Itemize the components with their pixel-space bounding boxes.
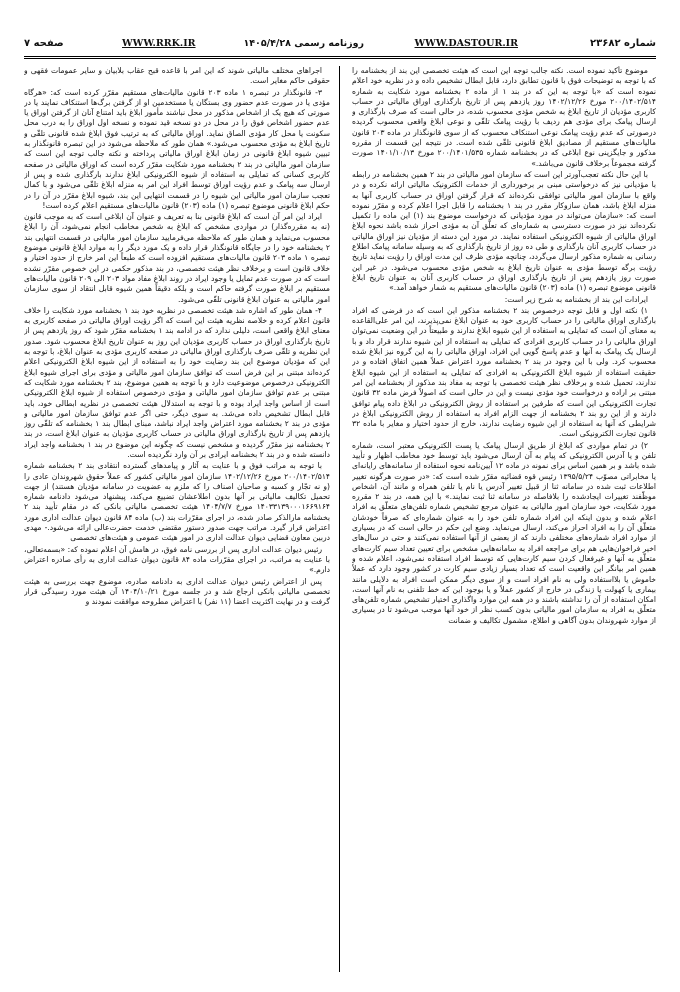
paragraph: ۱) نکته اول و قابل توجه درخصوص بند ۲ بخشنامه مذکور این است که در فرضی که افراد بارگذاری اوراق مالیاتی را در حساب کاربری خود به عنوان ابلاغ نمی‌پذیرند، این امر علی‌القاعده به معنای آن است که تمایلی به استفاده از این شیوه ابلاغ ندارند و طبیعتاً در این وضعیت نمی‌توان اوراق مالیاتی را در حساب کاربری افرادی که تمایلی به استفاده از این شیوه ندارند قرار داد و با ارسال یک پیامک به آنها و عدم پاسخ گویی این افراد، اوراق مالیاتی را به این گروه نیز ابلاغ شده محسوب کرد. ولی با این وجود در بند ۲ بخشنامه مورد اعتراض عملاً همین اتفاق افتاده و در حقیقت استفاده از شیوه ابلاغ الکترونیکی به افرادی که تمایلی به استفاده از این شیوه ابلاغ ندارند، تحمیل شده و برخلاف نظر هیئت تخصصی با توجه به مفاد بند مذکور از بخشنامه این امر مبتنی بر اراده و درخواست خود مؤدی نیست و این در حالی است که اصولاً فرض ماده ۳۲ قانون تجارت الکترونیکی این است که طرفین بر استفاده از روش الکترونیکی در ابلاغ داده پیام توافق دارند و از این رو بند ۲ بخشنامه از جهت الزام افراد به استفاده از روش الکترونیکی ابلاغ در شرایطی که آنها به استفاده از این شیوه رضایت ندارند، خارج از حدود اختیار و مغایر با ماده ۳۲ قانون تجارت الکترونیکی است. [352,305,656,439]
rrk-link[interactable]: WWW.RRK.IR [122,38,196,49]
header-rule-double [24,58,656,59]
paragraph: موضوع تأکید نموده است. نکته جالب توجه این است که هیئت تخصصی این بند از بخشنامه را که با توجه به توضیحات فوق با قانون تطابق دارد، قابل ابطال تشخیص داده و در نظریه خود اعلام نموده است که «با توجه به این که در بند ۱ از ماده ۲ بخشنامه مورد شکایت به شماره ۲۰۰/۱۴۰۲/۵۱۴ مورخ ۱۴۰۲/۱۲/۲۶ روز یازدهم پس از تاریخ بارگذاری اوراق مالیاتی در حساب کاربری مؤدیان از تاریخ ابلاغ به شخص مؤدی محسوب شده، در حالی است که صرف بارگذاری و ارسال پیامک برای مؤدی هم ردیف با رؤیت پیامک تلقّی و نوعی ابلاغ واقعی محسوب گردیده درصورتی که عدم رؤیت پیامک نوعی استنکاف محسوب که از سوی قانونگذار در ماده ۲۰۳ قانون مالیات‌های مستقیم از مصادیق ابلاغ قانونی تلقّی شده است. در نتیجه این قسمت از مقرره مذکور و جایگزینی نوع ابلاغی که در بخشنامه شماره ۲۰۰/۱۴۰۱/۵۳۵ مورخ ۱۴۰۱/۱۰/۱۳ صورت گرفته مجموعاً برخلاف قانون می‌باشد.» [352,66,656,168]
right-text-column [352,66,656,972]
column-divider [339,66,340,972]
page-number: صفحه ۷ [24,38,64,49]
paragraph: با توجه به مراتب فوق و با عنایت به آثار و پیامدهای گسترده انتقادی بند ۲ بخشنامه شماره ۲۰۰/۱۴۰۲/۵۱۴ مورخ ۱۴۰۲/۱۲/۲۶ سازمان امور مالیاتی کشور که عملاً حقوق شهروندان عادی را (و نه تجّار و کسبه و صاحبان اصناف را که ملزم به عضویت در سامانه مؤدیان هستند) از جهت تحمیل تکالیف مالیاتی بر آنها بدون اطلاعشان تضییع می‌کند، پیشنهاد می‌شود دادنامه شماره ۱۴۰۳۳۱۳۹۰۰۰۱۶۶۹۱۶۴ مورخ ۱۴۰۴/۷/۷ هیئت تخصصی مالیاتی بانکی که در مقام تأیید بند ۲ بخشنامه مارالذکر صادر شده، در اجرای مقرّرات بند (ب) ماده ۸۴ قانون دیوان عدالت اداری مورد اعتراض قرار گیرد. مراتب جهت صدور دستور مقتضی خدمت حضرت‌عالی ارائه می‌شود.- مهدی دربین معاون قضایی دیوان عدالت اداری در امور هیئت عمومی و هیئت‌های تخصصی [24,461,330,543]
issue-number: شماره ۲۳۶۸۲ [590,38,656,49]
page-header [24,38,656,58]
paragraph: پس از اعتراض رئیس دیوان عدالت اداری به دادنامه صادره، موضوع جهت بررسی به هیئت تخصصی مالیاتی بانکی ارجاع شد و در جلسه مورخ ۱۴۰۴/۱۰/۲۱ آن هیئت مورد رسیدگی قرار گرفت و در نهایت اکثریت اعضا (۱۱ نفر) با اعتراض مطروحه موافقت نمودند و [24,576,330,607]
issue-date: روزنامه رسمی ۱۴۰۵/۴/۲۸ [243,38,364,49]
paragraph: ایراد این امر آن است که ابلاغ قانونی بنا به تعریف و عنوان آن ابلاغی است که به موجب قانون (نه به مقرره‌گذار) در مواردی مشخص که ابلاغ به شخص مخاطب انجام نمی‌شود، آن را ابلاغ محسوب می‌نماید و همان طور که ملاحظه می‌فرمایید سازمان امور مالیاتی در قسمت انتهایی بند ۲ بخشنامه خود را در جایگاه قانونگذار قرار داده و یک مورد دیگر را به موارد ابلاغ قانونی موضوع تبصره ۱ ماده ۲۰۳ قانون مالیات‌های مستقیم افزوده است که طبعاً این امر خارج از حدود اختیار و خلاف قانون است و برخلاف نظر هیئت تخصصی، در بند مذکور حکمی در این خصوص مقرّر نشده است که در صورت عدم تمایل یا وجود ایراد در روند ابلاغ مفاد مواد ۲۰۳ الی ۲۰۹ قانون مالیات‌های مستقیم بر ابلاغ صورت گرفته حاکم است و بلکه دقیقاً همین شیوه قابل انتقاد از سوی سازمان امور مالیاتی به عنوان ابلاغ قانونی تلقّی می‌شود. [24,212,330,304]
paragraph: اجراهای مختلف مالیاتی شوند که این امر با قاعده قبح عقاب بلابیان و سایر عمومات فقهی و حقوقی حاکم مغایر است. [24,66,330,86]
left-text-column [24,66,330,972]
paragraph: ۲) در تمام مواردی که ابلاغ از طریق ارسال پیامک یا پست الکترونیکی معتبر است، شماره تلفن و یا آدرس الکترونیکی که پیام به آن ارسال می‌شود باید توسط خود مخاطب اظهار و تأیید شده باشد و بر همین اساس برای نمونه در ماده ۱۲ آیین‌نامه نحوه استفاده از سامانه‌های رایانه‌ای یا مخابراتی مصوّب ۱۳۹۵/۵/۲۴ رئیس قوه قضائیه مقرّر شده است که: «در صورت هرگونه تغییر اطلاعات ثبت شده در سامانه ثنا از قبیل تغییر آدرس یا نام یا تلفن همراه و مانند آن، اشخاص موظّفند تغییرات ایجادشده را بلافاصله در سامانه ثنا ثبت نمایند.» با این همه، در بند ۲ مقرره مورد شکایت، خود سازمان امور مالیاتی به عنوان مرجع تشخیص شماره تلفن‌های متعلّق به افراد اعلام شده و بدون اینکه این افراد شماره تلفن خود را به عنوان شماره‌ای که صرفاً خودشان متعلّق آن را به افراد احراز می‌کند، ارسال می‌نماید. وضع این حکم در حالی است که در بسیاری از موارد افراد شماره‌های مختلفی دارند که از بعضی از آنها استفاده نمی‌کنند و حتی در سال‌های اخیر فراخوان‌هایی هم برای مراجعه افراد به سامانه‌هایی مشخص برای تعیین تعداد سیم کارت‌های متعلّق به آنها و غیرفعال کردن سیم کارت‌هایی که توسط افراد استفاده نمی‌شود، اعلام شده و همین امر بیانگر این واقعیت است که تعداد بسیار زیادی سیم کارت در کشور وجود دارد که عملاً خاموش یا بلااستفاده ولی به نام افراد است و از سوی دیگر ممکن است افراد به دلایلی مانند بیماری یا کهولت یا زندگی در خارج از کشور عملاً و یا بوجود این که خط تلفنی به نام آنها است، امکان استفاده از آن را نداشته باشند و در همه این موارد واگذاری اختیار تشخیص شماره تلفن‌های متعلّق به افراد به سازمان امور مالیاتی بدون کسب نظر از خود آنها موجب می‌شود تا در بسیاری از موارد شهروندان بدون آگاهی و اطلاع، مشمول تکالیف و ضمانت [352,440,656,625]
paragraph: ۳- قانونگذار در تبصره ۱ ماده ۲۰۳ قانون مالیات‌های مستقیم مقرّر کرده است که: «هرگاه مؤدی یا در صورت عدم حضور وی بستگان یا مستخدمین او از گرفتن برگ‌ها استنکاف نمایند یا در صورتی که هیچ یک از اشخاص مذکور در محل نباشند مأمور ابلاغ باید امتناع آنان از گرفتن اوراق یا عدم حضور اشخاص فوق را در محل در دو نسخه قید نموده و نسخه اول اوراق را به درب محل سکونت یا محل کار مؤدی الصاق نماید. اوراق مالیاتی که به ترتیب فوق ابلاغ شده قانونی تلقّی و تاریخ ابلاغ به مؤدی محسوب می‌شود.» همان طور که ملاحظه می‌شود در این تبصره قانونگذار به تبیین شیوه ابلاغ قانونی در زمان ابلاغ اوراق مالیاتی پرداخته و نکته جالب توجه این است که سازمان امور مالیاتی در بند ۲ بخشنامه مورد شکایت مقرّر کرده است که اوراق مالیاتی در صفحه کاربری کسانی که تمایلی به استفاده از شیوه الکترونیکی ابلاغ ندارند بارگذاری شده و پس از ارسال سه پیامک و عدم رؤیت اوراق توسط افراد این امر به منزله ابلاغ تلقّی می‌شود و با کمال تعجب سازمان امور مالیاتی این شیوه را در قسمت انتهایی این بند، شیوه ابلاغ مقرّر در آن را در حکم ابلاغ قانونی موضوع تبصره (۱) ماده (۲۰۳) قانون مالیات‌های مستقیم اعلام کرده است! [24,87,330,210]
paragraph: با این حال نکته تعجب‌آورتر این است که سازمان امور مالیاتی در بند ۲ همین بخشنامه در رابطه با مؤدیانی نیز که درخواستی مبنی بر برخورداری از خدمات الکترونیک مالیاتی ارائه نکرده و در واقع با سازمان امور مالیاتی توافقی نکرده‌اند که قرار گرفتن اوراق در حساب کاربری آنها به منزله ابلاغ باشد، همان سازوکار مقرر در بند ۱ بخشنامه را قابل اجرا اعلام کرده و مقرّر نموده است که: «سازمان می‌تواند در مورد مؤدیانی که درخواست موضوع بند (۱) این ماده را تکمیل نکرده‌اند نیز در صورت دسترسی به شماره‌ای که تعلّق آن به مؤدی احراز شده باشد نحوه ابلاغ اوراق مالیاتی از شیوه الکترونیکی استفاده نمایند. در مورد این دسته از مؤدیان نیز اوراق مالیاتی در حساب کاربری آنان بارگذاری و طی ده روز از تاریخ بارگذاری که به وسیله سامانه پیامک اطلاع رسانی به شماره مذکور ارسال می‌گردد، چنانچه مؤدی ظرف این مدت اوراق را رؤیت نماید تاریخ رؤیت برگه توسط مؤدی به عنوان تاریخ ابلاغ به شخص مؤدی محسوب می‌شود. در غیر این صورت روز یازدهم پس از تاریخ بارگذاری اوراق در حساب کاربری آنان به عنوان تاریخ ابلاغ قانونی موضوع تبصره (۱) ماده (۲۰۳) قانون مالیات‌های مستقیم به شمار خواهد آمد.» [352,169,656,293]
dastour-link[interactable]: WWW.DASTOUR.IR [414,38,518,49]
paragraph: ۴- همان طور که اشاره شد هیئت تخصصی در نظریه خود بند ۱ بخشنامه مورد شکایت را خلاف قانون اعلام کرده و خلاصه نظریه هیئت این است که اگر رؤیت اوراق مالیاتی در صفحه کاربری به معنای ابلاغ واقعی است، دلیلی ندارد که در ادامه بند ۱ بخشنامه مقرّر شود که روز یازدهم پس از تاریخ بارگذاری اوراق در حساب کاربری مؤدیان این روز به عنوان تاریخ ابلاغ محسوب شود. صدور این نظریه و تلقّی صرف بارگذاری اوراق مالیاتی در صفحه کاربری مؤدی به عنوان ابلاغ، با توجه به این که مؤدیان موضوع این بند رضایت خود را به استفاده از این شیوه ابلاغ الکترونیکی اعلام کرده‌اند مبتنی بر این فرض است که توافق سازمان امور مالیاتی و مؤدی برای اجرای شیوه ابلاغ الکترونیکی درخصوص موضوعیت دارد و با توجه به همین موضوع، بند ۲ بخشنامه مورد شکایت که مبتنی بر عدم توافق سازمان امور مالیاتی و مؤدی درخصوص استفاده از شیوه ابلاغ الکترونیکی است از اساس واجد ایراد بوده و با توجه به استدلال هیئت تخصصی در نظریه ابطالی خود، باید قابل ابطال تشخیص داده می‌شد. به سوی دیگر، حتی اگر عدم توافق سازمان امور مالیاتی و مؤدی در بند ۲ بخشنامه مورد اعتراض واجد ایراد نباشد، مبنای ابطال بند ۱ بخشنامه که تلقّی روز یازدهم پس از تاریخ بارگذاری اوراق مالیاتی در حساب کاربری مؤدیان به عنوان ابلاغ است، در بند ۲ بخشنامه نیز مقرّر گردیده و مشخص نیست که چگونه این موضوع در بند ۱ بخشنامه واجد ایراد دانسته شده و در بند ۲ بخشنامه ایرادی بر آن وارد نگردیده است. [24,305,330,459]
paragraph: ایرادات این بند از بخشنامه به شرح زیر است: [504,294,648,304]
header-rule [24,56,656,57]
paragraph: رئیس دیوان عدالت اداری پس از بررسی نامه فوق، در هامش آن اعلام نموده که: «بسمه‌تعالی، با عنایت به مراتب، در اجرای مقرّرات ماده ۸۴ قانون دیوان عدالت اداری به رأی صادره اعتراض دارم.» [24,544,330,575]
